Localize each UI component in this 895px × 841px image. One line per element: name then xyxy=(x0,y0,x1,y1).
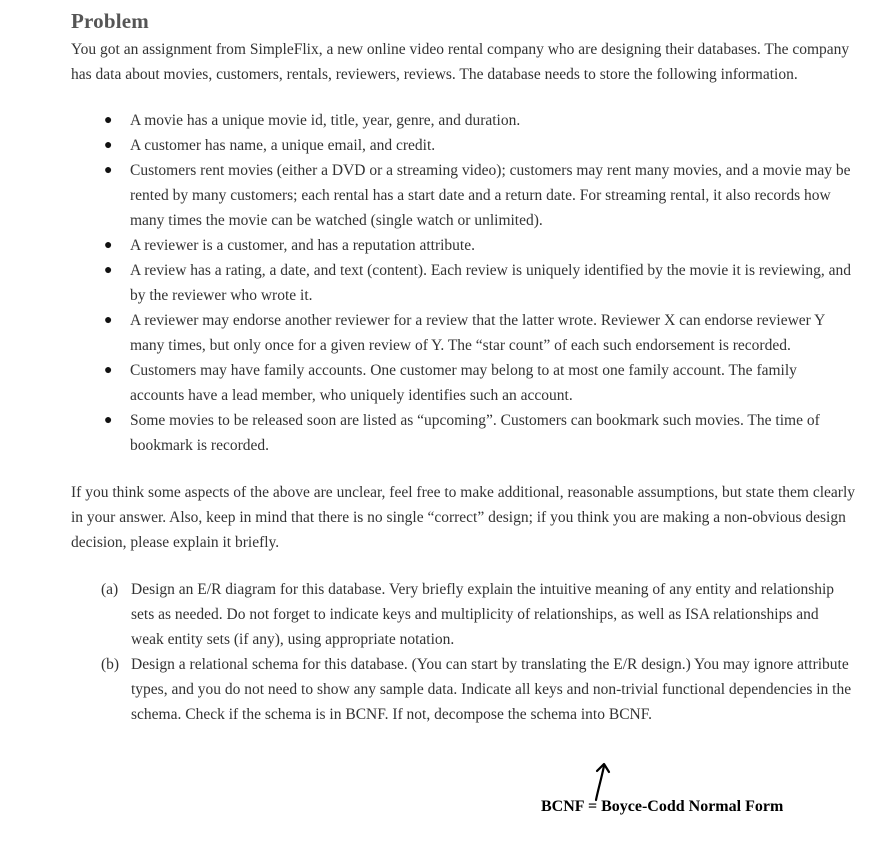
list-item xyxy=(71,358,852,408)
task-item-a xyxy=(71,577,853,652)
bullet-icon: ● xyxy=(104,413,113,428)
list-item-text: Some movies to be released soon are listed as “upcoming”. Customers can bookmark such movies. The time of bookmark is recorded. xyxy=(130,412,820,454)
bcnf-annotation: BCNF = Boyce-Codd Normal Form xyxy=(541,798,784,815)
list-item xyxy=(71,108,852,133)
list-item-text: Customers may have family accounts. One customer may belong to at most one family account. The family accounts have a lead member, who uniquely identifies such an account. xyxy=(130,362,797,404)
page-title: Problem xyxy=(71,9,149,33)
bullet-icon: ● xyxy=(104,313,113,328)
bullet-icon: ● xyxy=(104,113,113,128)
list-item-text: A review has a rating, a date, and text (content). Each review is uniquely identified by the movie it is reviewing, and by the reviewer who wrote it. xyxy=(130,262,851,304)
arrow-up-icon xyxy=(590,758,620,802)
task-item-b xyxy=(71,652,853,727)
bullet-icon: ● xyxy=(104,138,113,153)
assumptions-note: If you think some aspects of the above are unclear, feel free to make additional, reasonable assumptions, but state them clearly in your answer. Also, keep in mind that there is no single “correct” design; if you think you are making a non-obvious design decision, please explain it briefly. xyxy=(71,484,855,551)
list-item-text: A reviewer may endorse another reviewer for a review that the latter wrote. Reviewer X can endorse reviewer Y many times, but only once for a given review of Y. The “star count” of each such endorsement is recorded. xyxy=(130,312,825,354)
list-item xyxy=(71,158,852,233)
list-item-text: Customers rent movies (either a DVD or a streaming video); customers may rent many movies, and a movie may be rented by many customers; each rental has a start date and a return date. For streaming rental, it also records how many times the movie can be watched (single watch or unlimited). xyxy=(130,162,851,229)
tasks-list xyxy=(71,577,861,727)
bullet-icon: ● xyxy=(104,238,113,253)
bullet-icon: ● xyxy=(104,363,113,378)
task-text: Design an E/R diagram for this database. Very briefly explain the intuitive meaning of any entity and relationship sets as needed. Do not forget to indicate keys and multiplicity of relationships, as well as ISA relationships and weak entity sets (if any), using appropriate notation. xyxy=(131,581,835,648)
list-item-text: A movie has a unique movie id, title, year, genre, and duration. xyxy=(130,112,521,129)
document-body xyxy=(71,8,861,727)
intro-paragraph: You got an assignment from SimpleFlix, a new online video rental company who are designing their databases. The company has data about movies, customers, rentals, reviewers, reviews. The database needs to store the following information. xyxy=(71,41,850,83)
list-item-text: A customer has name, a unique email, and credit. xyxy=(130,137,436,154)
list-item xyxy=(71,233,852,258)
list-item xyxy=(71,308,852,358)
task-text: Design a relational schema for this database. (You can start by translating the E/R design.) You may ignore attribute types, and you do not need to show any sample data. Indicate all keys and non-trivial functional dependencies in the schema. Check if the schema is in BCNF. If not, decompose the schema into BCNF. xyxy=(131,656,852,723)
task-marker: (b) xyxy=(101,656,120,673)
requirements-list xyxy=(71,108,861,458)
list-item-text: A reviewer is a customer, and has a reputation attribute. xyxy=(130,237,475,254)
bullet-icon: ● xyxy=(104,263,113,278)
list-item xyxy=(71,408,852,458)
bullet-icon: ● xyxy=(104,163,113,178)
list-item xyxy=(71,258,852,308)
task-marker: (a) xyxy=(101,581,119,598)
list-item xyxy=(71,133,852,158)
